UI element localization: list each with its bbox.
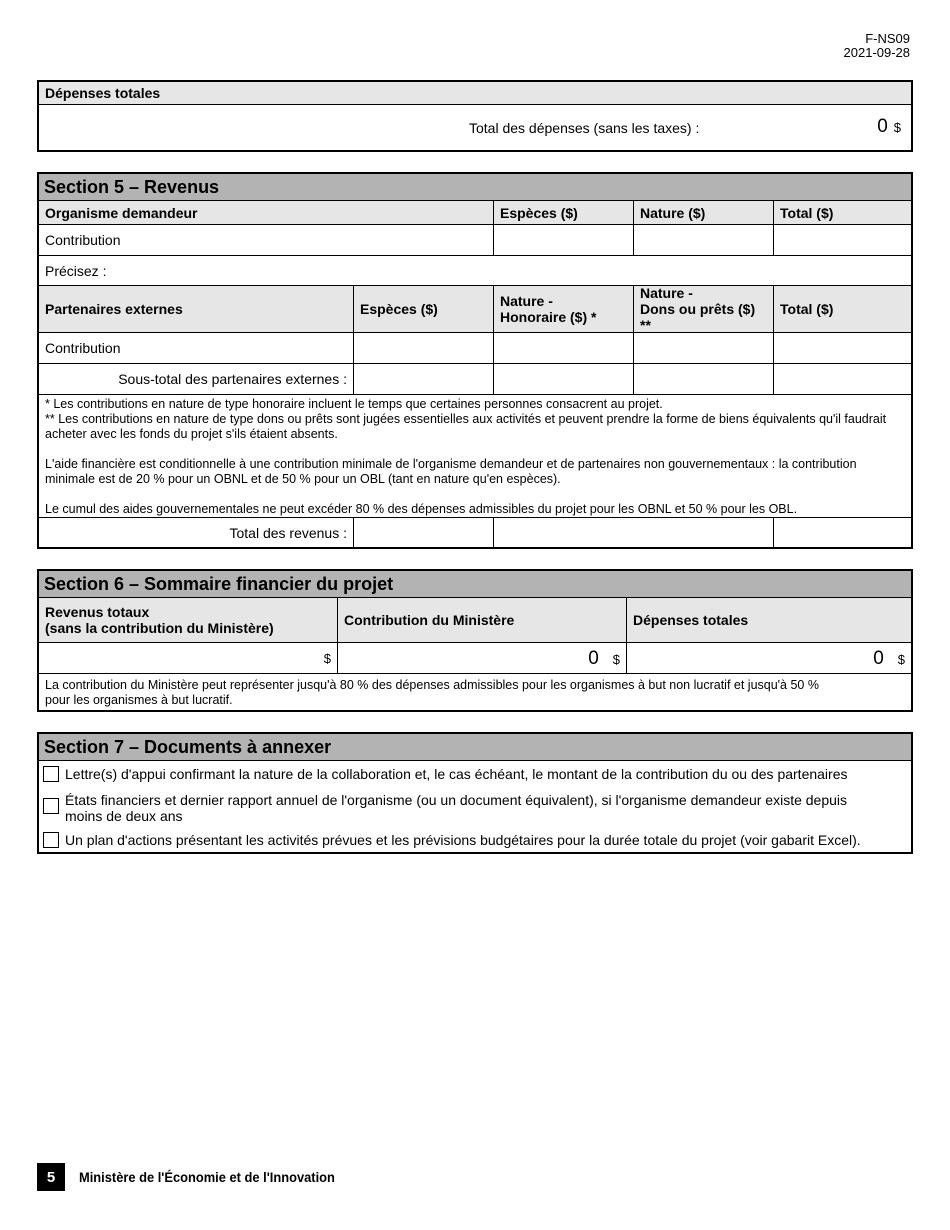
document-item [43,792,907,824]
partner-honoraire-input[interactable] [494,333,634,364]
partner-header-nature-honoraire [494,286,634,333]
org-especes-input[interactable] [494,225,634,256]
sommaire-header-revenus-l1: Revenus totaux [45,604,150,620]
precisez-field[interactable] [39,256,911,286]
depenses-unit: $ [893,120,901,135]
org-header-nature: Nature ($) [634,201,774,225]
partner-header-nature-dons [634,286,774,333]
partner-total-field[interactable] [774,333,911,364]
partner-header-nature-honoraire-l1: Nature - [500,293,553,309]
sommaire-contribution-unit: $ [612,652,620,667]
note-cumul: Le cumul des aides gouvernementales ne peut excéder 80 % des dépenses admissibles du projet pour les OBNL et 50 % pour les OBL. [45,502,798,516]
sommaire-contribution-field[interactable] [338,643,627,674]
sommaire-header-contribution: Contribution du Ministère [338,598,627,643]
document-checkbox-etats-financiers[interactable] [43,798,59,814]
subtotal-honoraire-field[interactable] [494,364,634,395]
document-label: Lettre(s) d'appui confirmant la nature de la collaboration et, le cas échéant, le montant de la contribution du ou des partenaires [65,766,848,782]
sommaire-revenus-unit: $ [323,650,331,666]
document-label: Un plan d'actions présentant les activités prévues et les prévisions budgétaires pour la durée totale du projet (voir gabarit Excel). [65,832,861,848]
section-6-title: Section 6 – Sommaire financier du projet [39,571,911,598]
sommaire-depenses-value: 0 [873,648,884,669]
document-item [43,832,907,848]
form-header [844,32,911,60]
partner-header-especes: Espèces ($) [354,286,494,333]
partner-header-total: Total ($) [774,286,911,333]
org-header-organisme: Organisme demandeur [39,201,494,225]
sommaire-contribution-value: 0 [588,648,599,669]
note-honoraire: * Les contributions en nature de type honoraire incluent le temps que certaines personnes consacrent au projet. [45,397,663,411]
form-date: 2021-09-28 [843,45,910,60]
depenses-value: 0 [877,116,888,137]
document-checkbox-plan-actions[interactable] [43,832,59,848]
revenus-notes [39,395,911,518]
form-code: F-NS09 [865,31,910,46]
precisez-label: Précisez : [45,262,107,279]
section-5-title: Section 5 – Revenus [39,174,911,201]
section-5-revenus [37,172,913,549]
subtotal-label: Sous-total des partenaires externes : [39,364,354,395]
page-number: 5 [37,1163,65,1191]
org-header-total: Total ($) [774,201,911,225]
subtotal-total-field[interactable] [774,364,911,395]
partner-dons-input[interactable] [634,333,774,364]
total-revenus-nature-field[interactable] [494,518,774,547]
total-revenus-total-field[interactable] [774,518,911,547]
note-dons: ** Les contributions en nature de type dons ou prêts sont jugées essentielles aux activités et peuvent prendre la forme de biens équivalents qu'il faudrait acheter avec les fonds du projet s'ils étaient absents. [45,412,887,441]
depenses-title: Dépenses totales [39,82,911,105]
org-nature-input[interactable] [634,225,774,256]
partner-contribution-label: Contribution [39,333,354,364]
depenses-totales-box [37,80,913,152]
depenses-value-field[interactable] [877,116,901,138]
total-revenus-especes-field[interactable] [354,518,494,547]
org-header-especes: Espèces ($) [494,201,634,225]
note-contribution-minimale: L'aide financière est conditionnelle à une contribution minimale de l'organisme demandeur et de partenaires non gouvernementaux : la contribution minimale est de 20 % pour un OBNL et de 50 % pour un OBL (tant en nature qu'en espèces). [45,457,857,486]
subtotal-dons-field[interactable] [634,364,774,395]
subtotal-especes-field[interactable] [354,364,494,395]
ministry-name: Ministère de l'Économie et de l'Innovation [79,1169,335,1185]
partner-header-nature-honoraire-l2: Honoraire ($) * [500,309,597,325]
sommaire-header-revenus [39,598,338,643]
depenses-label: Total des dépenses (sans les taxes) : [469,120,700,136]
total-revenus-label: Total des revenus : [39,518,354,547]
document-checkbox-lettres[interactable] [43,766,59,782]
section-7-documents [37,732,913,854]
sommaire-depenses-field[interactable] [627,643,911,674]
partner-especes-input[interactable] [354,333,494,364]
document-label: États financiers et dernier rapport annuel de l'organisme (ou un document équivalent), si l'organisme demandeur existe depuis moins de deux ans [65,792,848,824]
section-7-title: Section 7 – Documents à annexer [39,734,911,761]
sommaire-revenus-field[interactable] [39,643,338,674]
org-total-field[interactable] [774,225,911,256]
document-item [43,766,907,782]
section-6-sommaire [37,569,913,712]
sommaire-note: La contribution du Ministère peut représenter jusqu'à 80 % des dépenses admissibles pour les organismes à but non lucratif et jusqu'à 50 % pour les organismes à but lucratif. [45,678,819,707]
org-contribution-label: Contribution [39,225,494,256]
partner-header-nature-dons-l1: Nature - [640,285,693,301]
sommaire-depenses-unit: $ [897,652,905,667]
sommaire-header-revenus-l2: (sans la contribution du Ministère) [45,620,274,636]
sommaire-header-depenses: Dépenses totales [627,598,911,643]
partner-header-nature-dons-l2: Dons ou prêts ($) ** [640,301,756,333]
partner-header-partenaires: Partenaires externes [39,286,354,333]
